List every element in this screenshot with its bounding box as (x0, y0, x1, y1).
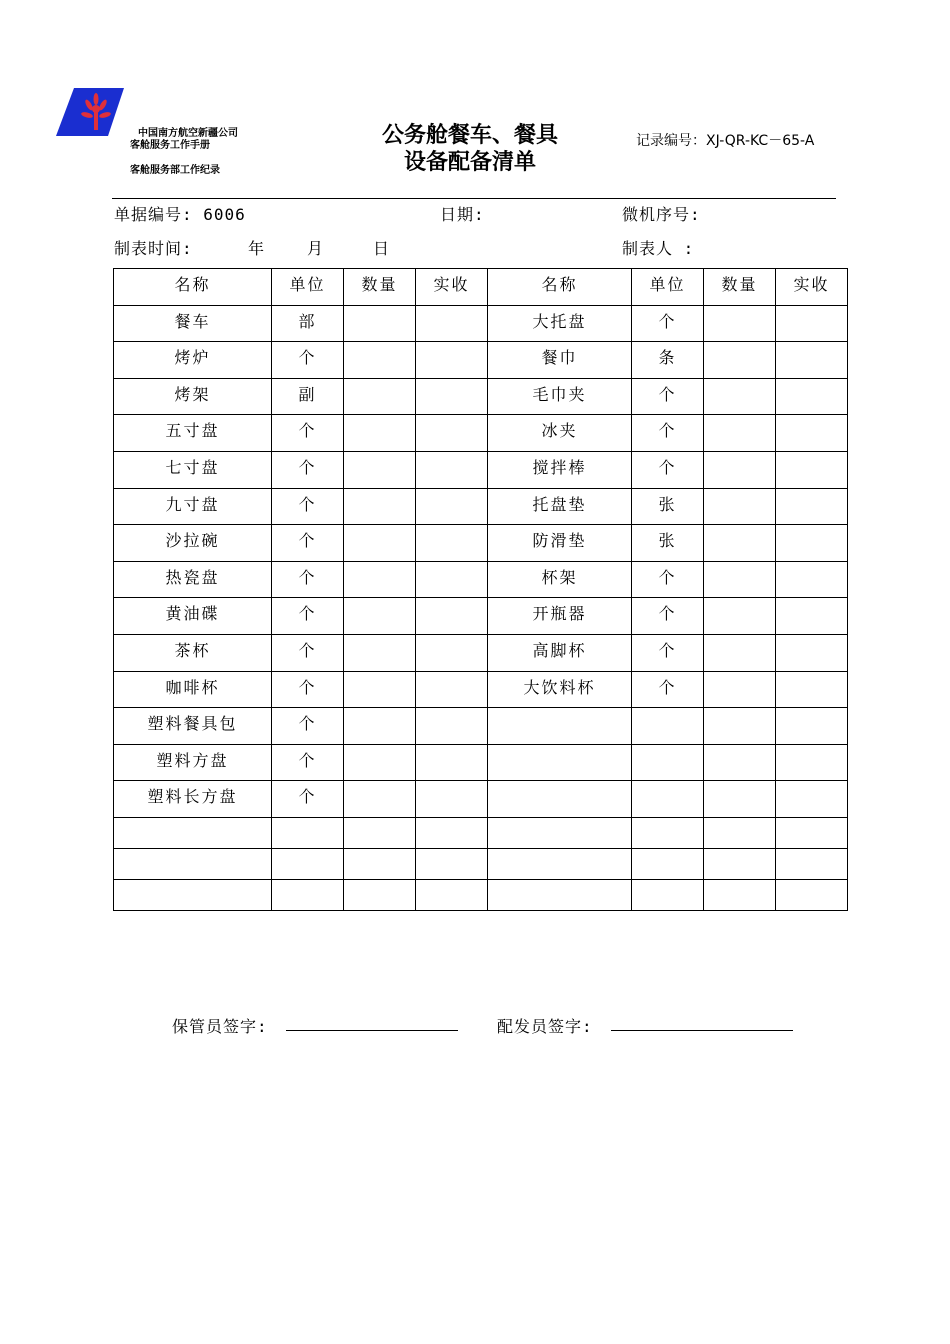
table-cell[interactable] (704, 488, 776, 525)
table-cell: 个 (272, 671, 344, 708)
table-cell (272, 848, 344, 879)
table-cell[interactable] (344, 817, 416, 848)
table-cell: 个 (272, 781, 344, 818)
table-cell[interactable] (776, 744, 848, 781)
table-cell[interactable] (704, 561, 776, 598)
manual-name: 客舱服务工作手册 (130, 140, 210, 151)
table-cell[interactable] (704, 342, 776, 379)
year-label: 年 (248, 239, 266, 258)
table-cell: 沙拉碗 (114, 525, 272, 562)
table-cell[interactable] (776, 378, 848, 415)
table-cell: 名称 (488, 269, 632, 306)
table-cell: 托盘垫 (488, 488, 632, 525)
table-cell: 张 (632, 525, 704, 562)
table-cell: 个 (632, 378, 704, 415)
table-cell: 搅拌棒 (488, 451, 632, 488)
table-cell[interactable] (416, 451, 488, 488)
table-row (114, 415, 848, 452)
table-cell: 塑料长方盘 (114, 781, 272, 818)
table-row (114, 561, 848, 598)
table-cell: 张 (632, 488, 704, 525)
table-row (114, 342, 848, 379)
table-cell: 个 (272, 415, 344, 452)
doc-title-line1: 公务舱餐车、餐具 (381, 123, 558, 148)
table-row-empty (114, 879, 848, 910)
table-cell[interactable] (344, 451, 416, 488)
table-row (114, 708, 848, 745)
table-cell[interactable] (704, 598, 776, 635)
equipment-table (113, 268, 848, 911)
keeper-signature-label: 保管员签字: (172, 1017, 268, 1036)
table-cell[interactable] (344, 879, 416, 910)
table-cell: 个 (272, 451, 344, 488)
table-cell: 冰夹 (488, 415, 632, 452)
table-row (114, 598, 848, 635)
table-cell (632, 744, 704, 781)
table-cell[interactable] (704, 708, 776, 745)
table-cell[interactable] (776, 817, 848, 848)
table-cell[interactable] (704, 671, 776, 708)
table-cell[interactable] (416, 708, 488, 745)
table-cell (488, 744, 632, 781)
table-cell[interactable] (704, 634, 776, 671)
table-cell: 数量 (704, 269, 776, 306)
table-cell: 塑料方盘 (114, 744, 272, 781)
table-row-empty (114, 848, 848, 879)
table-cell[interactable] (704, 305, 776, 342)
table-cell: 烤炉 (114, 342, 272, 379)
table-cell: 个 (632, 415, 704, 452)
table-cell: 个 (632, 561, 704, 598)
table-cell[interactable] (416, 744, 488, 781)
table-cell (488, 848, 632, 879)
table-cell[interactable] (344, 525, 416, 562)
table-cell: 防滑垫 (488, 525, 632, 562)
table-cell[interactable] (416, 488, 488, 525)
table-cell (632, 708, 704, 745)
table-cell: 个 (272, 342, 344, 379)
table-cell: 大饮料杯 (488, 671, 632, 708)
micro-number-label: 微机序号: (622, 205, 701, 224)
table-cell[interactable] (704, 879, 776, 910)
table-cell: 数量 (344, 269, 416, 306)
table-cell[interactable] (344, 598, 416, 635)
doc-title-line2: 设备配备清单 (403, 150, 536, 175)
table-cell: 个 (272, 488, 344, 525)
table-cell[interactable] (704, 415, 776, 452)
table-cell[interactable] (776, 305, 848, 342)
dept-record: 客舱服务部工作纪录 (130, 165, 220, 176)
table-cell: 个 (272, 598, 344, 635)
table-cell[interactable] (776, 415, 848, 452)
table-cell[interactable] (704, 744, 776, 781)
org-name: 中国南方航空新疆公司 (138, 128, 238, 139)
table-cell[interactable] (344, 415, 416, 452)
table-cell[interactable] (344, 561, 416, 598)
table-cell[interactable] (776, 488, 848, 525)
table-row (114, 671, 848, 708)
table-header-row (114, 269, 848, 306)
table-cell: 单位 (272, 269, 344, 306)
table-cell: 条 (632, 342, 704, 379)
table-cell: 餐巾 (488, 342, 632, 379)
table-cell: 毛巾夹 (488, 378, 632, 415)
table-cell[interactable] (416, 879, 488, 910)
table-cell: 开瓶器 (488, 598, 632, 635)
table-cell: 单位 (632, 269, 704, 306)
table-cell: 个 (272, 525, 344, 562)
table-cell[interactable] (344, 305, 416, 342)
table-row (114, 488, 848, 525)
table-cell[interactable] (776, 598, 848, 635)
table-cell (632, 879, 704, 910)
table-cell: 塑料餐具包 (114, 708, 272, 745)
table-cell[interactable] (344, 708, 416, 745)
table-cell[interactable] (416, 525, 488, 562)
table-cell[interactable] (704, 848, 776, 879)
table-cell: 个 (272, 561, 344, 598)
table-cell[interactable] (416, 671, 488, 708)
table-row (114, 744, 848, 781)
table-cell (114, 879, 272, 910)
table-cell[interactable] (344, 848, 416, 879)
table-cell[interactable] (776, 708, 848, 745)
table-cell: 九寸盘 (114, 488, 272, 525)
table-cell (272, 817, 344, 848)
doc-number: 单据编号: 6006 (114, 205, 246, 224)
table-cell (488, 879, 632, 910)
table-cell: 大托盘 (488, 305, 632, 342)
table-cell: 个 (272, 634, 344, 671)
table-cell: 个 (632, 305, 704, 342)
table-cell[interactable] (416, 817, 488, 848)
table-cell[interactable] (776, 671, 848, 708)
table-cell[interactable] (704, 817, 776, 848)
table-row (114, 378, 848, 415)
table-row (114, 305, 848, 342)
table-cell: 实收 (416, 269, 488, 306)
day-label: 日 (373, 239, 391, 258)
table-cell[interactable] (776, 451, 848, 488)
maker-label: 制表人 : (622, 239, 695, 258)
record-number: 记录编号：XJ-QR-KC－65-A (636, 133, 815, 149)
table-cell[interactable] (344, 378, 416, 415)
table-cell[interactable] (416, 848, 488, 879)
table-cell (488, 781, 632, 818)
table-row (114, 781, 848, 818)
table-cell: 部 (272, 305, 344, 342)
table-cell (488, 708, 632, 745)
header-divider (112, 198, 836, 199)
company-logo-icon (56, 88, 124, 136)
table-cell: 烤架 (114, 378, 272, 415)
table-cell[interactable] (416, 378, 488, 415)
table-cell[interactable] (416, 415, 488, 452)
table-cell (632, 817, 704, 848)
table-cell: 咖啡杯 (114, 671, 272, 708)
table-cell: 杯架 (488, 561, 632, 598)
table-cell[interactable] (344, 342, 416, 379)
table-cell[interactable] (344, 744, 416, 781)
table-cell[interactable] (704, 378, 776, 415)
table-cell[interactable] (776, 848, 848, 879)
table-cell: 五寸盘 (114, 415, 272, 452)
table-cell[interactable] (416, 781, 488, 818)
issuer-signature-line[interactable] (611, 1030, 793, 1031)
table-cell[interactable] (704, 525, 776, 562)
table-row (114, 525, 848, 562)
table-cell[interactable] (776, 525, 848, 562)
table-row (114, 634, 848, 671)
table-cell: 热瓷盘 (114, 561, 272, 598)
table-row-empty (114, 817, 848, 848)
table-cell[interactable] (344, 488, 416, 525)
keeper-signature-line[interactable] (286, 1030, 458, 1031)
month-label: 月 (307, 239, 325, 258)
table-cell[interactable] (704, 781, 776, 818)
table-cell[interactable] (704, 451, 776, 488)
table-cell[interactable] (416, 634, 488, 671)
table-cell: 个 (632, 634, 704, 671)
table-cell: 副 (272, 378, 344, 415)
table-cell: 餐车 (114, 305, 272, 342)
issuer-signature-label: 配发员签字: (497, 1017, 593, 1036)
table-cell: 黄油碟 (114, 598, 272, 635)
table-cell[interactable] (776, 342, 848, 379)
table-cell[interactable] (776, 879, 848, 910)
table-cell (272, 879, 344, 910)
table-cell: 名称 (114, 269, 272, 306)
table-cell[interactable] (416, 598, 488, 635)
table-cell (114, 848, 272, 879)
table-cell: 个 (272, 744, 344, 781)
table-cell: 实收 (776, 269, 848, 306)
table-cell[interactable] (776, 561, 848, 598)
table-cell[interactable] (776, 634, 848, 671)
table-cell[interactable] (416, 342, 488, 379)
table-cell[interactable] (416, 561, 488, 598)
table-cell: 个 (632, 598, 704, 635)
table-cell[interactable] (344, 781, 416, 818)
table-cell[interactable] (776, 781, 848, 818)
date-label: 日期: (440, 205, 485, 224)
table-cell: 七寸盘 (114, 451, 272, 488)
table-row (114, 451, 848, 488)
table-cell (632, 781, 704, 818)
table-cell (632, 848, 704, 879)
table-cell[interactable] (344, 634, 416, 671)
table-cell: 个 (632, 451, 704, 488)
table-cell: 个 (632, 671, 704, 708)
table-cell (488, 817, 632, 848)
table-cell (114, 817, 272, 848)
table-cell: 高脚杯 (488, 634, 632, 671)
table-cell[interactable] (416, 305, 488, 342)
table-cell[interactable] (344, 671, 416, 708)
table-cell: 茶杯 (114, 634, 272, 671)
made-time-label: 制表时间: (114, 239, 193, 258)
table-cell: 个 (272, 708, 344, 745)
